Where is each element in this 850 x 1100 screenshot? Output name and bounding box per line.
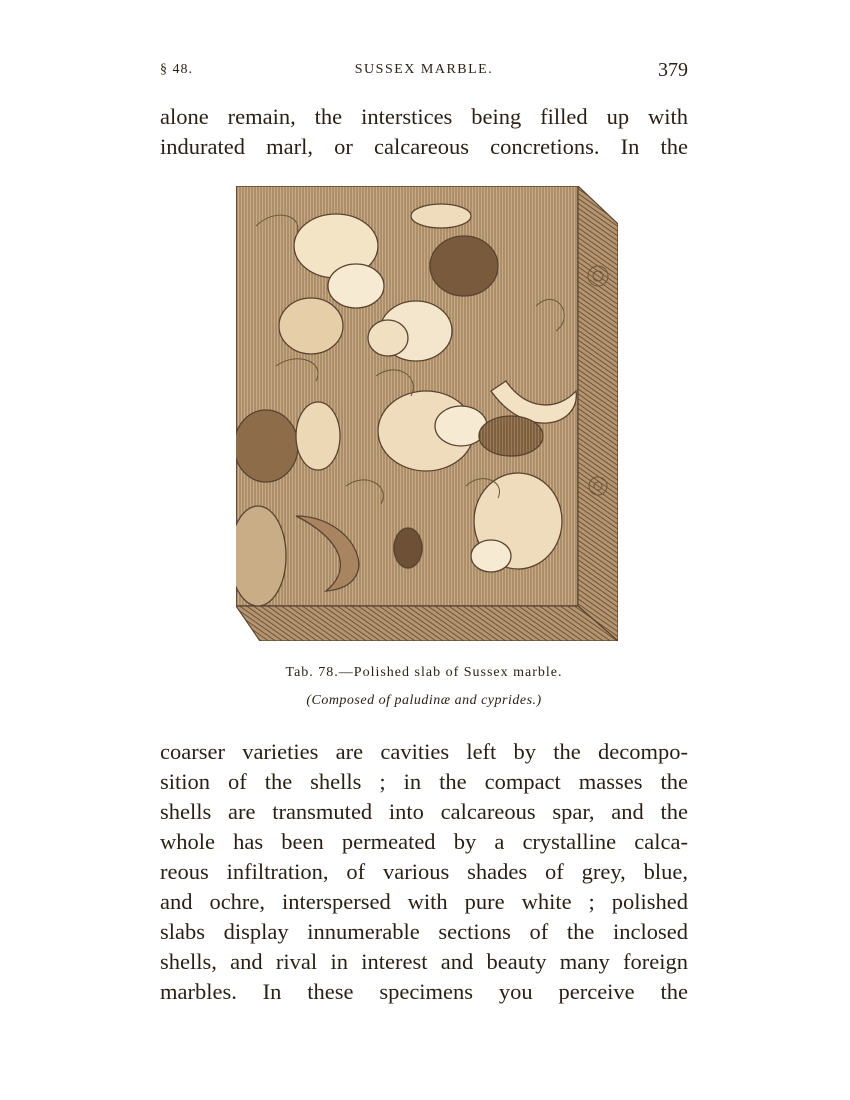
text-line: shells are transmuted into calcareous spar, and the [160, 799, 688, 824]
text-line: coarser varieties are cavities left by the decompo- [160, 739, 688, 764]
page-number: 379 [658, 59, 688, 81]
text-line: reous infiltration, of various shades of grey, blue, [160, 859, 688, 884]
running-head [160, 59, 688, 84]
text-line: indurated marl, or calcareous concretions. In the [160, 134, 688, 159]
text-line: slabs display innumerable sections of the inclosed [160, 919, 688, 944]
text-line: marbles. In these specimens you perceive the [160, 979, 688, 1004]
running-title: SUSSEX MARBLE. [354, 62, 494, 77]
figure-caption: Tab. 78.—Polished slab of Sussex marble. [285, 665, 563, 680]
marble-slab-engraving [236, 186, 618, 641]
text-line: alone remain, the interstices being filled up with [160, 104, 688, 129]
text-line: sition of the shells ; in the compact masses the [160, 769, 688, 794]
text-line: shells, and rival in interest and beauty many foreign [160, 949, 688, 974]
text-line: whole has been permeated by a crystalline calca- [160, 829, 688, 854]
figure-subcaption: (Composed of paludinæ and cyprides.) [306, 693, 542, 708]
section-number: § 48. [160, 62, 193, 77]
text-line: and ochre, interspersed with pure white ; polished [160, 889, 688, 914]
